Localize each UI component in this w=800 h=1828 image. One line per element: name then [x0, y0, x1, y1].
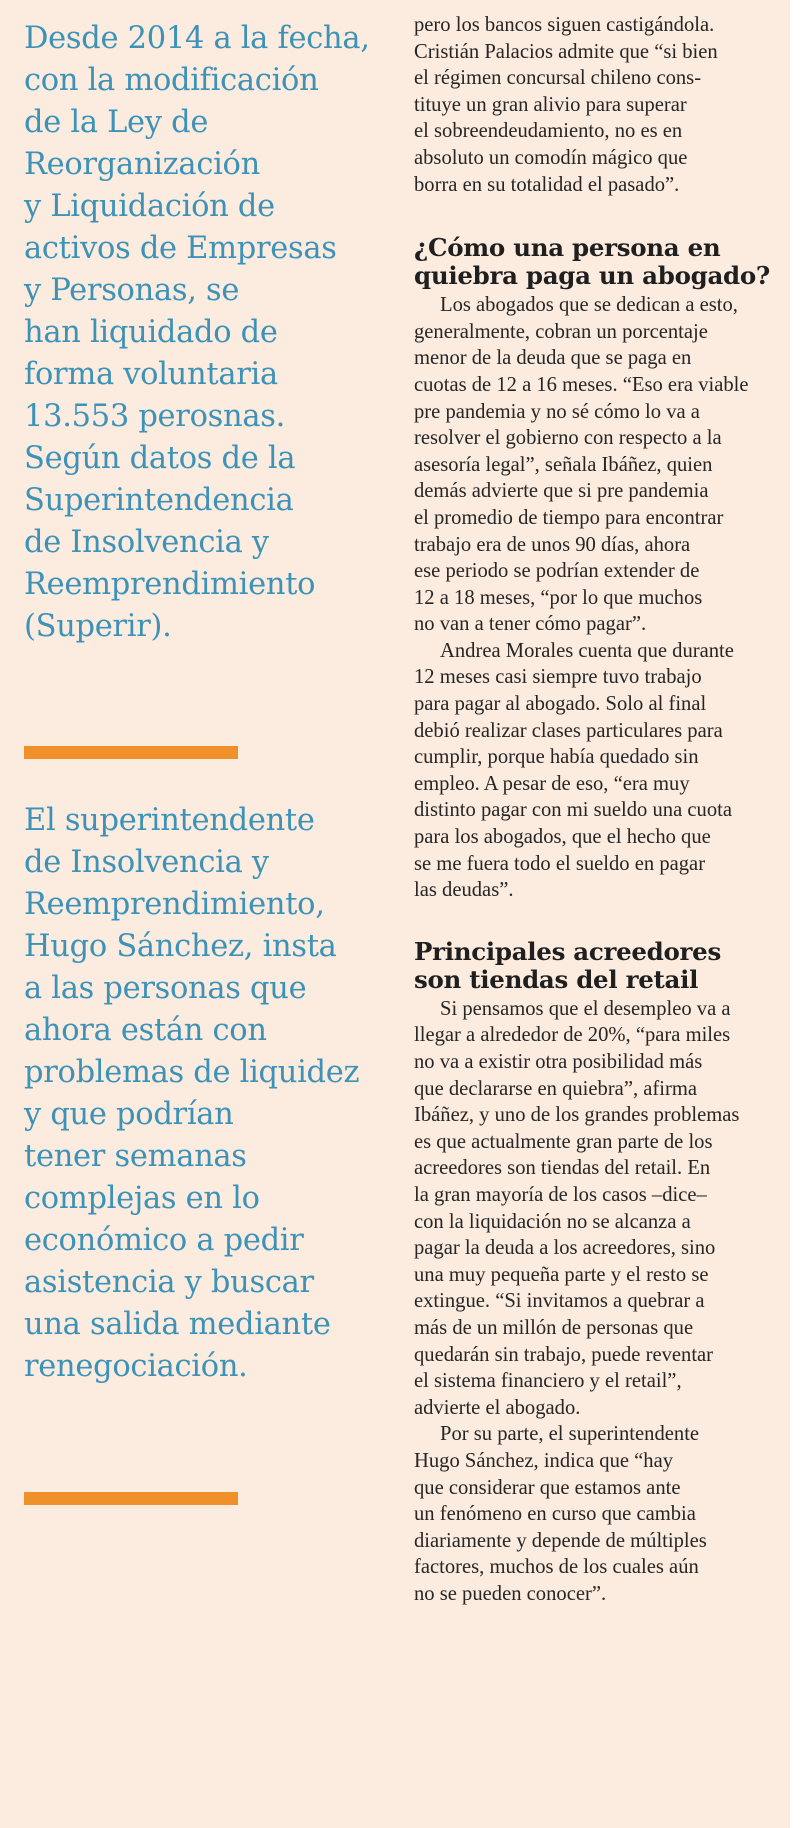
text-line: ese periodo se podrían extender de: [414, 560, 700, 583]
quote-line: Superintendencia: [24, 483, 294, 518]
quote-line: Reorganización: [24, 147, 260, 182]
text-line: factores, muchos de los cuales aún: [414, 1556, 699, 1579]
quote-line: (Superir).: [24, 609, 172, 644]
paragraph: [414, 1421, 774, 1607]
quote-line: han liquidado de: [24, 315, 278, 350]
paragraph: [414, 996, 774, 1422]
quote-line: forma voluntaria: [24, 357, 278, 392]
text-line: Ibáñez, y uno de los grandes problemas: [414, 1104, 740, 1127]
subheading-line: quiebra paga un abogado?: [414, 261, 770, 291]
text-line: es que actualmente gran parte de los: [414, 1130, 713, 1153]
quote-line: Hugo Sánchez, insta: [24, 929, 337, 964]
text-line: más de un millón de personas que: [414, 1316, 694, 1339]
subheading-line: Principales acreedores: [414, 936, 721, 966]
text-line: para pagar al abogado. Solo al final: [414, 693, 707, 716]
text-line: las deudas”.: [414, 879, 514, 902]
text-line: acreedores son tiendas del retail. En: [414, 1157, 711, 1180]
text-line: diariamente y depende de múltiples: [414, 1529, 707, 1552]
quote-line: y que podrían: [24, 1097, 234, 1132]
text-line: pre pandemia y no sé cómo lo va a: [414, 400, 700, 423]
quote-line: renegociación.: [24, 1349, 248, 1384]
text-line: se me fuera todo el sueldo en pagar: [414, 852, 706, 875]
text-line: Hugo Sánchez, indica que “hay: [414, 1449, 674, 1472]
text-line: para los abogados, que el hecho que: [414, 826, 711, 849]
text-line: llegar a alrededor de 20%, “para miles: [414, 1024, 731, 1047]
paragraph: [414, 292, 774, 638]
text-line: que declararse en quiebra”, afirma: [414, 1077, 697, 1100]
text-line: advierte el abogado.: [414, 1396, 581, 1419]
quote-line: tener semanas: [24, 1139, 247, 1174]
text-line: Cristián Palacios admite que “si bien: [414, 40, 718, 63]
quote-line: y Liquidación de: [24, 189, 275, 224]
quote-line: asistencia y buscar: [24, 1265, 314, 1300]
quote-line: de Insolvencia y: [24, 525, 269, 560]
text-line: una muy pequeña parte y el resto se: [414, 1263, 709, 1286]
text-line: no va a existir otra posibilidad más: [414, 1051, 703, 1073]
text-line: con la liquidación no se alcanza a: [414, 1210, 691, 1233]
quote-line: ahora están con: [24, 1013, 267, 1048]
text-line: Andrea Morales cuenta que durante: [440, 639, 734, 662]
text-line: cuotas de 12 a 16 meses. “Eso era viable: [414, 373, 749, 396]
quote-line: de Insolvencia y: [24, 845, 269, 880]
sidebar-column-2: [24, 800, 396, 1388]
text-line: pero los bancos siguen castigándola.: [414, 14, 715, 36]
text-line: extingue. “Si invitamos a quebrar a: [414, 1290, 705, 1313]
text-line: debió realizar clases particulares para: [414, 719, 723, 742]
quote-line: de la Ley de: [24, 105, 209, 140]
quote-line: Reemprendimiento: [24, 567, 316, 602]
pull-quote-2: [24, 800, 396, 1388]
text-line: resolver el gobierno con respecto a la: [414, 427, 722, 450]
text-line: la gran mayoría de los casos –dice–: [414, 1183, 707, 1206]
quote-line: y Personas, se: [24, 273, 240, 308]
text-line: Los abogados que se dedican a esto,: [440, 294, 738, 317]
text-line: demás advierte que si pre pandemia: [414, 480, 709, 503]
text-line: empleo. A pesar de eso, “era muy: [414, 772, 690, 795]
orange-divider: [24, 746, 238, 759]
article-body: [414, 12, 774, 1607]
text-line: Por su parte, el superintendente: [440, 1423, 700, 1446]
text-line: no se pueden conocer”.: [414, 1582, 607, 1605]
subheading-line: son tiendas del retail: [414, 964, 699, 994]
text-line: generalmente, cobran un porcentaje: [414, 320, 708, 343]
text-line: asesoría legal”, señala Ibáñez, quien: [414, 453, 713, 476]
paragraph: [414, 12, 774, 198]
text-line: el régimen concursal chileno cons-: [414, 67, 702, 90]
text-line: absoluto un comodín mágico que: [414, 146, 688, 169]
text-line: no van a tener cómo pagar”.: [414, 613, 647, 636]
text-line: quedarán sin trabajo, puede reventar: [414, 1343, 714, 1366]
quote-line: una salida mediante: [24, 1307, 331, 1342]
quote-line: Según datos de la: [24, 441, 296, 476]
text-line: el promedio de tiempo para encontrar: [414, 506, 724, 529]
text-line: menor de la deuda que se paga en: [414, 347, 692, 370]
quote-line: problemas de liquidez: [24, 1055, 360, 1090]
sidebar-column: [24, 18, 396, 648]
quote-line: Reemprendimiento,: [24, 887, 325, 922]
quote-line: 13.553 perosnas.: [24, 399, 285, 434]
quote-line: a las personas que: [24, 971, 307, 1006]
text-line: distinto pagar con mi sueldo una cuota: [414, 799, 732, 822]
text-line: tituye un gran alivio para superar: [414, 93, 687, 116]
subheading-line: ¿Cómo una persona en: [414, 233, 721, 263]
text-line: un fenómeno en curso que cambia: [414, 1503, 696, 1526]
quote-line: económico a pedir: [24, 1223, 304, 1258]
paragraph: [414, 638, 774, 904]
text-line: 12 a 18 meses, “por lo que muchos: [414, 586, 703, 609]
text-line: que considerar que estamos ante: [414, 1476, 681, 1499]
quote-line: activos de Empresas: [24, 231, 337, 266]
text-line: el sobreendeudamiento, no es en: [414, 120, 683, 143]
quote-line: Desde 2014 a la fecha,: [24, 21, 370, 56]
text-line: 12 meses casi siempre tuvo trabajo: [414, 666, 702, 689]
subheading: [414, 234, 774, 290]
text-line: trabajo era de unos 90 días, ahora: [414, 533, 691, 556]
text-line: el sistema financiero y el retail”,: [414, 1370, 682, 1393]
pull-quote-1: [24, 18, 396, 648]
quote-line: El superintendente: [24, 803, 315, 838]
quote-line: complejas en lo: [24, 1181, 260, 1216]
quote-line: con la modificación: [24, 63, 319, 98]
subheading: [414, 938, 774, 994]
text-line: cumplir, porque había quedado sin: [414, 746, 699, 769]
text-line: borra en su totalidad el pasado”.: [414, 173, 680, 196]
orange-divider: [24, 1492, 238, 1505]
text-line: Si pensamos que el desempleo va a: [440, 997, 731, 1020]
text-line: pagar la deuda a los acreedores, sino: [414, 1237, 716, 1260]
